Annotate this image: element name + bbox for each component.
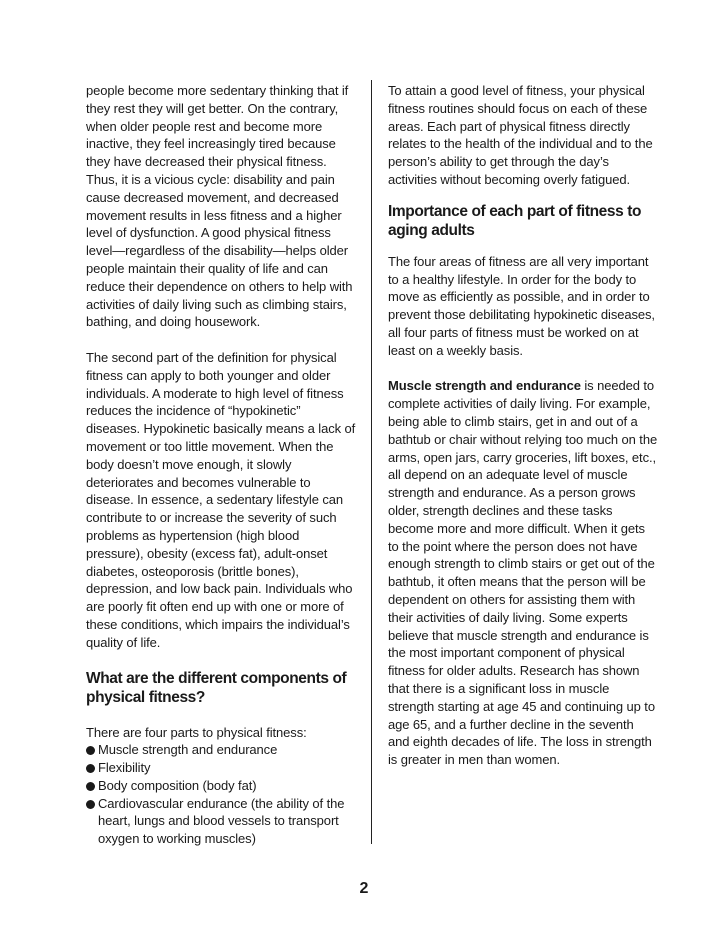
muscle-strength-text: is needed to complete activities of daily living. For example, being able to climb stairs, get in and out of a bathtub or chair without relying too much on the arms, open jars, carry groceries, lift boxes, etc., all depend on an adequate level of muscle strength and endurance. As a person grows older, strength declines and these tasks become more and more difficult. When it gets to the point where the person does not have enough strength to climb stairs or get out of the bathtub, it often means that the person will be dependent on others for assisting them with their activities of daily living. Some experts believe that muscle strength and endurance is the most important component of physical fitness for older adults. Research has shown that there is a significant loss in muscle strength starting at age 45 and continuing up to age 65, and a further decline in the seventh and eighth decades of life. The loss in strength is greater in men than women. (388, 378, 658, 768)
bullet-icon (86, 764, 95, 773)
right-column (388, 82, 658, 769)
right-paragraph-1: To attain a good level of fitness, your physical fitness routines should focus on each of these areas. Each part of physical fitness directly relates to the health of the individual and to the person’s ability to get through the day’s activities without becoming overly fatigued. (388, 83, 653, 187)
muscle-strength-lead: Muscle strength and endurance (388, 378, 581, 394)
components-intro: There are four parts to physical fitness: (86, 724, 307, 740)
muscle-strength-paragraph (388, 377, 658, 769)
bullet-icon (86, 800, 95, 809)
column-divider (371, 80, 372, 844)
left-column (86, 82, 356, 848)
left-paragraph-2: The second part of the definition for physical fitness can apply to both younger and older individuals. A moderate to high level of fitness reduces the incidence of “hypokinetic” diseases. Hypokinetic basically means a lack of movement or too little movement. When the body doesn’t move enough, it slowly deteriorates and becomes vulnerable to disease. In essence, a sedentary lifestyle can contribute to or increase the severity of such problems as hypertension (high blood pressure), obesity (excess fat), adult-onset diabetes, osteoporosis (brittle bones), depression, and low back pain. Individuals who are poorly fit often end up with one or more of these conditions, which impairs the individual’s quality of life. (86, 349, 356, 650)
page-number: 2 (359, 880, 369, 897)
components-heading: What are the different components of physical fitness? (86, 669, 347, 706)
bullet-icon (86, 782, 95, 791)
list-item: Flexibility (86, 759, 356, 777)
list-item: Muscle strength and endurance (86, 741, 356, 759)
components-list (86, 741, 356, 848)
importance-heading: Importance of each part of fitness to aging adults (388, 202, 642, 239)
right-paragraph-2: The four areas of fitness are all very important to a healthy lifestyle. In order for the body to move as efficiently as possible, and in order to prevent those debilitating hypokinetic diseases, all four parts of fitness must be worked on at least on a weekly basis. (388, 253, 655, 358)
bullet-icon (86, 746, 95, 755)
list-item: Cardiovascular endurance (the ability of the heart, lungs and blood vessels to transport oxygen to working muscles) (86, 795, 356, 848)
left-paragraph-1: people become more sedentary thinking that if they rest they will get better. On the contrary, when older people rest and become more inactive, they feel increasingly tired because they have decreased their physical fitness. Thus, it is a vicious cycle: disability and pain cause decreased movement, and decreased movement results in less fitness and a higher level of dysfunction. A good physical fitness level—regardless of the disability—helps older people maintain their quality of life and can reduce their dependence on others to help with activities of daily living such as climbing stairs, bathing, and doing housework. (86, 83, 353, 330)
list-item: Body composition (body fat) (86, 777, 356, 795)
